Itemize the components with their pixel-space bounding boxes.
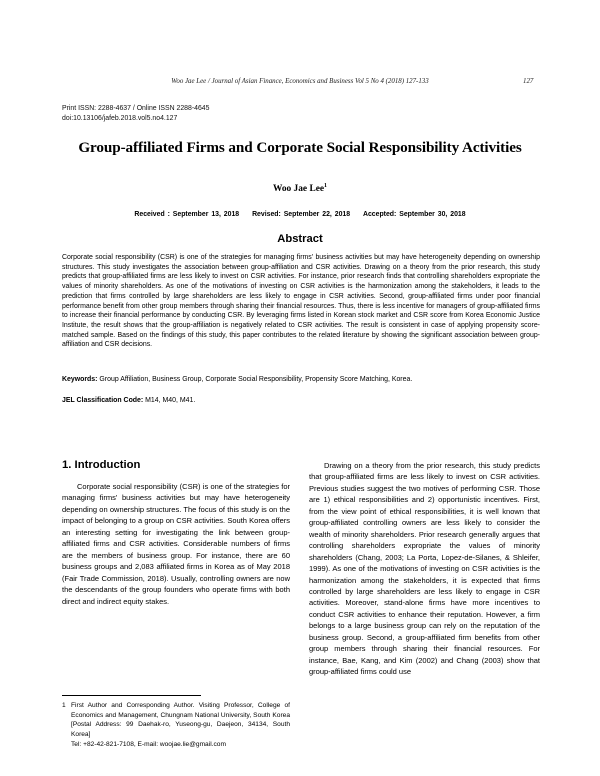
body-column-right: Drawing on a theory from the prior research, this study predicts that group-affiliated firms are less likely to invest on CSR activities. Previous studies suggest the two motives of performing CSR. Those are 1) ethical responsibilities and 2) opportunistic incentives. First, from the view point of ethical responsibilities, it is well known that group-affiliated controlling owners are less likely to consider the wealth of minority shareholders. Prior research generally argues that controlling shareholders expropriate the values of minority shareholders (Chang, 2003; La Porta, Lopez-de-Silanes, & Shleifer, 1999). As one of the motivations of investing on CSR activities is the harmonization among the stakeholders, it is expected that firms controlled by large shareholders are less likely to engage in CSR activities. Moreover, stand-alone firms have more incentives to conduct CSR activities to enhance their reputation. However, a firm belongs to a large business group can rely on the reputation of the business group. Second, a group-affiliated firm benefits from other group members through sharing their financial resources. For instance, Bae, Kang, and Kim (2002) and Chang (2003) show that group-affiliated firms could use	[309, 461, 540, 677]
abstract-heading: Abstract	[277, 233, 323, 245]
jel-classification	[62, 396, 540, 406]
footnote-contact: Tel: +82-42-821-7108, E-mail: woojae.lie@gmail.com	[71, 740, 226, 748]
publication-meta	[62, 104, 209, 123]
author-footnote-marker: 1	[324, 183, 328, 189]
accepted-date: Accepted: September 30, 2018	[363, 211, 466, 218]
footnote-number: 1	[62, 702, 66, 709]
jel-codes: M14, M40, M41.	[145, 397, 196, 404]
keywords-label: Keywords:	[62, 376, 98, 383]
running-head-text: Woo Jae Lee / Journal of Asian Finance, Economics and Business Vol 5 No 4 (2018) 127-133	[171, 78, 429, 85]
body-column-left: Corporate social responsibility (CSR) is one of the strategies for managing firms' business activities but may have heterogeneity depending on ownership structures. The focus of this study is on the impact of belonging to a group on CSR activities. South Korea offers an interesting setting for investigating the link between group-affiliated firms and CSR activities. Considerable numbers of firms are the members of business group. For instance, there are 60 business groups and 2,083 affiliated firms in Korea as of May 2018 (Fair Trade Commission, 2018). Usually, controlling owners are now the descendants of the group founders who operate firms with both direct and indirect equity stakes.	[62, 482, 290, 606]
abstract-text: Corporate social responsibility (CSR) is one of the strategies for managing firms' business activities but may have heterogeneity depending on ownership structures. This study investigates the association between group-affiliation and CSR activities. Drawing on a theory from the prior research, this study predicts that group-affiliated firms are less likely to invest on CSR activities. For instance, prior research finds that controlling shareholders expropriate the values of minority shareholders. As one of the motivations of investing on CSR activities is the harmonization among the stakeholders, it leads to the prediction that firms controlled by large shareholders are less likely to engage in CSR activities. Second, group-affiliated firms under poor financial performance benefit from other group members through sharing their financial resources. Thus, there is less incentive for managers of group-affiliated firms to increase their financial performance by conducting CSR. By leveraging firms listed in Korean stock market and CSR score from Korea Economic Justice Institute, the result shows that the group-affiliation is negatively related to CSR activities. The result is consistent in case of applying propensity score-matched sample. Based on the findings of this study, this paper contributes to the related literature by showing the significant association between group-affiliation and CSR decisions.	[62, 254, 540, 349]
revised-date: Revised: September 22, 2018	[252, 211, 351, 218]
footnote-rule	[62, 695, 201, 696]
author-line	[0, 183, 600, 194]
footnote	[62, 701, 290, 750]
author-name: Woo Jae Lee	[272, 184, 325, 195]
jel-label: JEL Classification Code:	[62, 397, 144, 404]
keywords	[62, 375, 540, 385]
paper-title: Group-affiliated Firms and Corporate Social Responsibility Activities	[78, 139, 522, 156]
submission-dates	[0, 211, 600, 218]
section-heading-introduction: 1. Introduction	[62, 459, 141, 471]
received-date: Received : September 13, 2018	[134, 211, 240, 218]
footnote-text: First Author and Corresponding Author. Visiting Professor, College of Economics and Management, Chungnam National University, South Korea [Postal Address: 99 Daehak-ro, Yuseong-gu, Daejeon, 34134, South Korea]	[71, 702, 290, 739]
doi-line: doi:10.13106/jafeb.2018.vol5.no4.127	[62, 114, 178, 122]
issn-line: Print ISSN: 2288-4637 / Online ISSN 2288-4645	[62, 105, 210, 112]
page-number: 127	[523, 78, 534, 85]
keywords-text: Group Affiliation, Business Group, Corporate Social Responsibility, Propensity Score Matching, Korea.	[99, 376, 413, 383]
